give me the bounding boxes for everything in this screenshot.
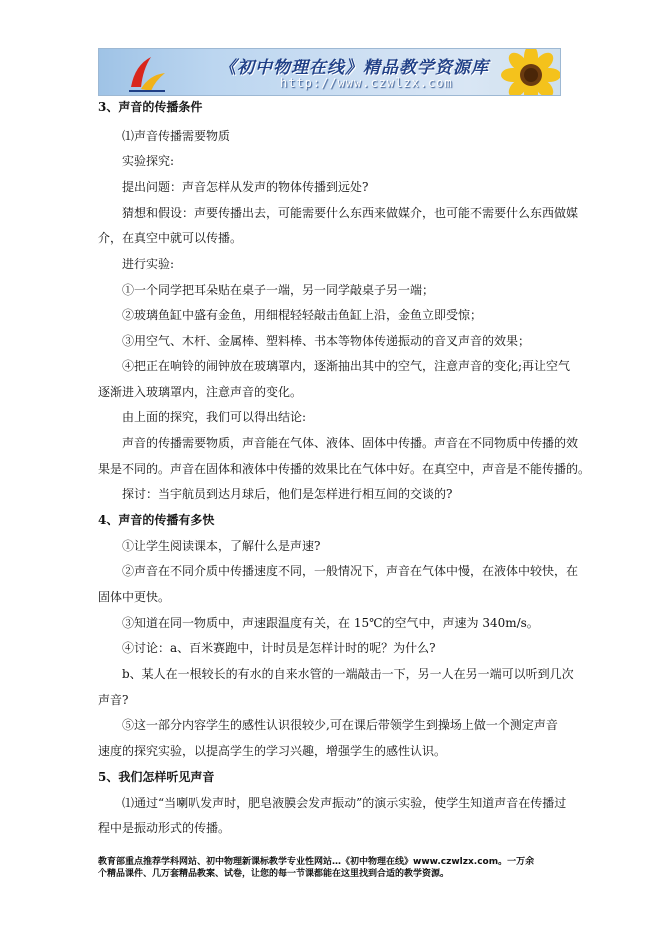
paragraph-line: b、某人在一根较长的有水的自来水管的一端敲击一下，另一人在另一端可以听到几次 xyxy=(122,667,574,681)
paragraph-line: ①一个同学把耳朵贴在桌子一端，另一同学敲桌子另一端； xyxy=(122,283,435,297)
sunflower-icon xyxy=(496,48,561,96)
site-logo-icon xyxy=(125,53,169,93)
banner-url: http://www.czwlzx.com xyxy=(280,76,453,90)
site-banner xyxy=(98,48,561,96)
footer-line: 个精品课件、几万套精品教案、试卷，让您的每一节课都能在这里找到合适的教学资源。 xyxy=(98,869,450,879)
banner-title: 《初中物理在线》精品教学资源库 xyxy=(219,58,489,78)
paragraph-line: ⑴通过“当喇叭发声时，肥皂液膜会发声振动”的演示实验，使学生知道声音在传播过 xyxy=(122,796,567,810)
paragraph-line: 猜想和假设：声要传播出去，可能需要什么东西来做媒介，也可能不需要什么东西做媒 xyxy=(122,206,579,220)
page-footer xyxy=(98,856,568,880)
paragraph-line: 声音? xyxy=(98,693,129,707)
paragraph-line: ③用空气、木杆、金属棒、塑料棒、书本等物体传递振动的音叉声音的效果； xyxy=(122,334,531,348)
paragraph-line: ③知道在同一物质中，声速跟温度有关，在 15℃的空气中，声速为 340m/s。 xyxy=(122,616,539,630)
paragraph-line: ⑤这一部分内容学生的感性认识很较少,可在课后带领学生到操场上做一个测定声音 xyxy=(122,718,558,732)
paragraph-line: 提出问题：声音怎样从发声的物体传播到远处? xyxy=(122,180,369,194)
section-heading: 3、声音的传播条件 xyxy=(98,100,203,114)
paragraph-line: ①让学生阅读课本，了解什么是声速? xyxy=(122,539,321,553)
section-heading: 5、我们怎样听见声音 xyxy=(98,770,215,784)
section-heading: 4、声音的传播有多快 xyxy=(98,513,215,527)
paragraph-line: 声音的传播需要物质，声音能在气体、液体、固体中传播。声音在不同物质中传播的效 xyxy=(122,436,579,450)
paragraph-line: ④把正在响铃的闹钟放在玻璃罩内，逐渐抽出其中的空气，注意声音的变化;再让空气 xyxy=(122,359,571,373)
paragraph-line: ⑴声音传播需要物质 xyxy=(122,129,231,143)
paragraph-line: 探讨：当宇航员到达月球后，他们是怎样进行相互间的交谈的? xyxy=(122,487,453,501)
paragraph-line: 介，在真空中就可以传播。 xyxy=(98,231,243,245)
footer-line: 教育部重点推荐学科网站、初中物理新课标教学专业性网站…《初中物理在线》www.czwlzx.com。一万余 xyxy=(98,857,535,867)
paragraph-line: 果是不同的。声音在固体和液体中传播的效果比在气体中好。在真空中，声音是不能传播的。 xyxy=(98,462,591,476)
paragraph-line: ②玻璃鱼缸中盛有金鱼，用细棍轻轻敲击鱼缸上沿，金鱼立即受惊； xyxy=(122,308,483,322)
paragraph-line: 由上面的探究，我们可以得出结论: xyxy=(122,410,307,424)
paragraph-line: ②声音在不同介质中传播速度不同，一般情况下，声音在气体中慢，在液体中较快，在 xyxy=(122,564,579,578)
paragraph-line: 固体中更快。 xyxy=(98,590,171,604)
paragraph-line: ④讨论：a、百米赛跑中，计时员是怎样计时的呢？为什么? xyxy=(122,641,436,655)
paragraph-line: 逐渐进入玻璃罩内，注意声音的变化。 xyxy=(98,385,303,399)
paragraph-line: 程中是振动形式的传播。 xyxy=(98,821,231,835)
paragraph-line: 实验探究: xyxy=(122,154,175,168)
paragraph-line: 速度的探究实验，以提高学生的学习兴趣，增强学生的感性认识。 xyxy=(98,744,447,758)
paragraph-line: 进行实验: xyxy=(122,257,175,271)
